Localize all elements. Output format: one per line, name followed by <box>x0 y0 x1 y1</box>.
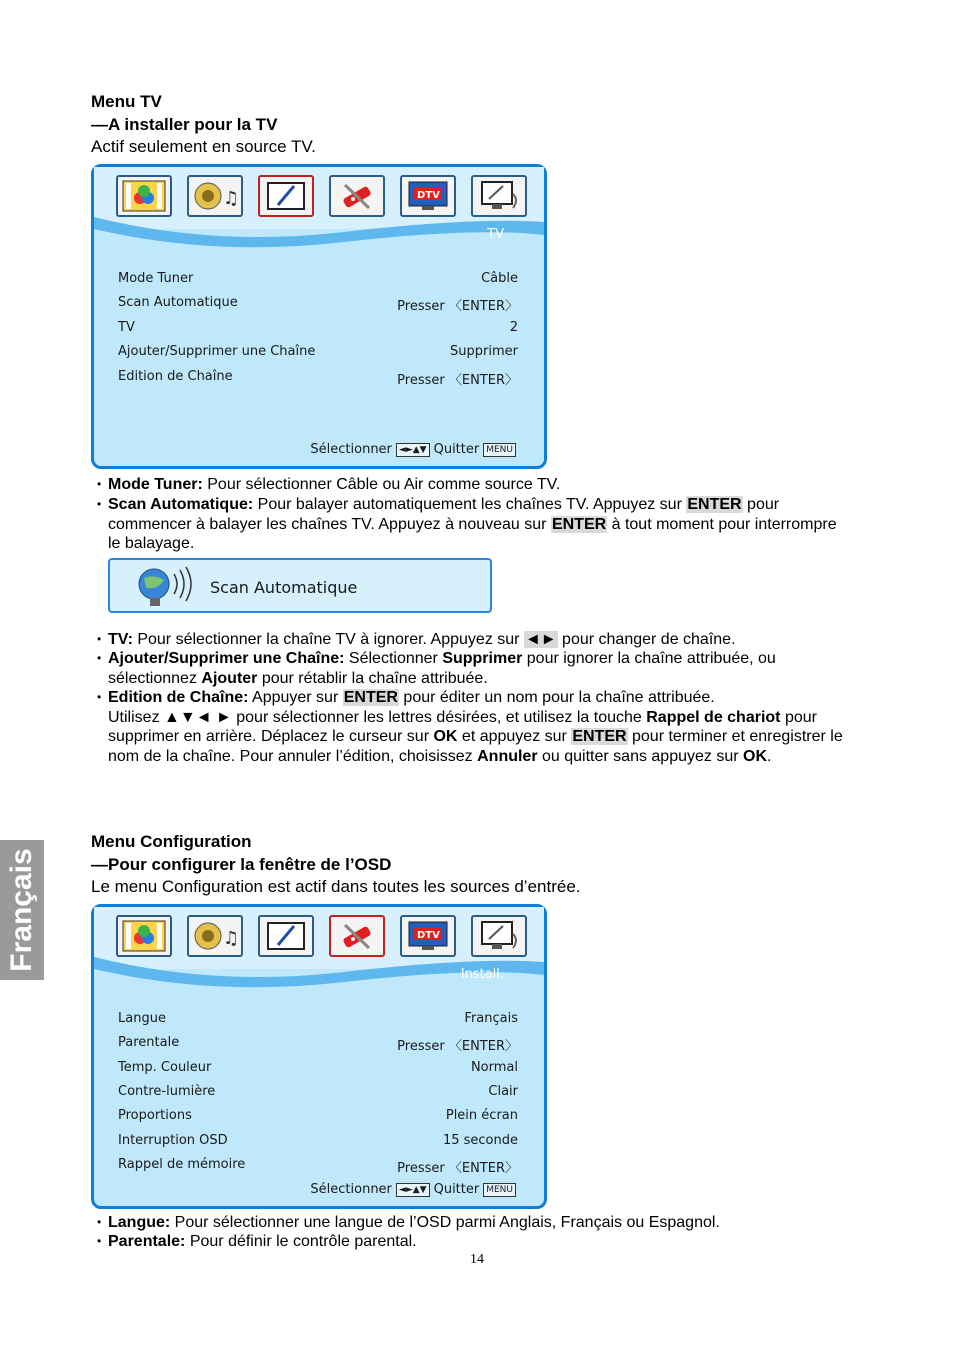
menu-key-icon: MENU <box>483 1183 516 1197</box>
osd-row-label: Edition de Chaîne <box>118 369 233 384</box>
arrow-keys-icon: ◄►▲▼ <box>396 443 430 457</box>
svg-text:DTV: DTV <box>417 930 440 941</box>
arrow-keys-icon: ◄►▲▼ <box>396 1183 430 1197</box>
osd-row-temp-couleur[interactable] <box>118 1060 518 1080</box>
osd-footer <box>310 1182 516 1197</box>
section-config-heading: Menu Configuration <box>91 832 252 851</box>
osd-row-label: Contre-lumière <box>118 1084 216 1099</box>
osd-row-value: 15 seconde <box>442 1133 518 1148</box>
osd-row-value: 2 <box>509 320 518 335</box>
osd-row-value: Clair <box>488 1084 518 1099</box>
osd-row-langue[interactable] <box>118 1011 518 1031</box>
osd-row-value: Normal <box>470 1060 518 1075</box>
osd-wave-decoration <box>94 207 544 257</box>
osd-row-tv[interactable] <box>118 320 518 340</box>
osd-row-rappel-memoire[interactable] <box>118 1157 518 1177</box>
osd-footer <box>310 442 516 457</box>
osd-row-value: Presser 〈ENTER〉 <box>397 373 518 388</box>
svg-text:♫: ♫ <box>223 928 240 949</box>
osd-row-value: Presser 〈ENTER〉 <box>397 299 518 314</box>
osd-row-value: Presser 〈ENTER〉 <box>397 1039 518 1054</box>
section-config-subheading: —Pour configurer la fenêtre de l’OSD <box>91 855 392 874</box>
footer-select-label: Sélectionner <box>310 1182 392 1197</box>
footer-quit-label: Quitter <box>433 442 480 457</box>
osd-row-mode-tuner[interactable] <box>118 271 518 291</box>
osd-row-value: Supprimer <box>450 344 518 359</box>
osd-row-label: Langue <box>118 1011 166 1026</box>
osd-row-label: TV <box>118 320 135 335</box>
osd-row-contre-lumiere[interactable] <box>118 1084 518 1104</box>
footer-select-label: Sélectionner <box>310 442 392 457</box>
osd-row-label: Temp. Couleur <box>118 1060 212 1075</box>
svg-text:DTV: DTV <box>417 190 440 201</box>
osd-install-menu <box>91 904 547 1209</box>
footer-quit-label: Quitter <box>433 1182 480 1197</box>
osd-row-parentale[interactable] <box>118 1035 518 1055</box>
osd-row-label: Mode Tuner <box>118 271 194 286</box>
osd-row-label: Scan Automatique <box>118 295 238 310</box>
osd-row-label: Ajouter/Supprimer une Chaîne <box>118 344 316 359</box>
svg-text:♫: ♫ <box>223 188 240 209</box>
scan-automatique-box <box>108 558 492 613</box>
osd-tv-menu <box>91 164 547 469</box>
osd-tab-title: Install. <box>460 967 504 982</box>
side-tab-label: Français <box>5 848 38 972</box>
osd-row-scan-automatique[interactable] <box>118 295 518 315</box>
osd-row-value: Plein écran <box>445 1108 518 1123</box>
osd-tab-title: TV <box>487 227 504 242</box>
osd-row-label: Proportions <box>118 1108 192 1123</box>
osd-row-value: Câble <box>481 271 518 286</box>
section-tv-note: Actif seulement en source TV. <box>91 137 316 156</box>
section-tv-subheading: —A installer pour la TV <box>91 115 278 134</box>
satellite-dish-icon <box>136 564 202 610</box>
osd-row-edition-chaine[interactable] <box>118 369 518 389</box>
scan-box-label: Scan Automatique <box>210 578 358 597</box>
osd-row-proportions[interactable] <box>118 1108 518 1128</box>
osd-row-ajouter-supprimer[interactable] <box>118 344 518 364</box>
section-tv-heading: Menu TV <box>91 92 162 111</box>
language-side-tab <box>0 840 44 980</box>
osd-row-value: Français <box>464 1011 518 1026</box>
osd-row-interruption-osd[interactable] <box>118 1133 518 1153</box>
page-number: 14 <box>470 1252 484 1267</box>
osd-row-value: Presser 〈ENTER〉 <box>397 1161 518 1176</box>
osd-row-label: Parentale <box>118 1035 180 1050</box>
menu-key-icon: MENU <box>483 443 516 457</box>
osd-row-label: Rappel de mémoire <box>118 1157 246 1172</box>
osd-row-label: Interruption OSD <box>118 1133 228 1148</box>
section-config-note: Le menu Configuration est actif dans toutes les sources d’entrée. <box>91 877 581 896</box>
